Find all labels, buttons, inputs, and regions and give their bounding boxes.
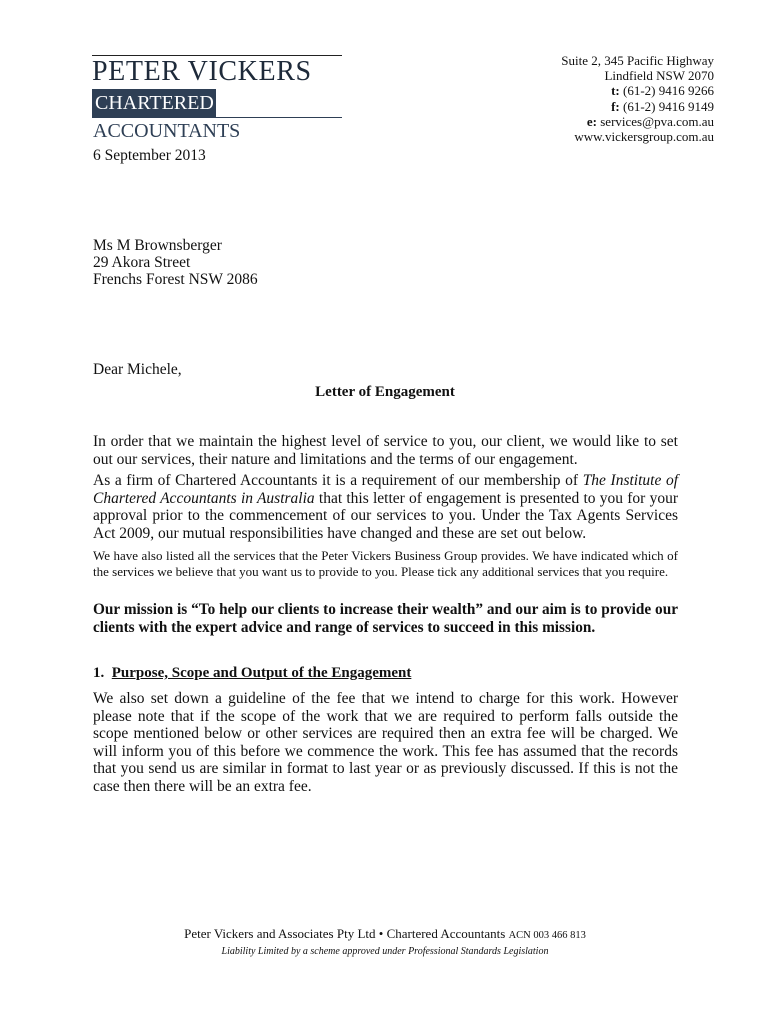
footer-company-line — [0, 926, 770, 942]
recipient-street: 29 Akora Street — [93, 254, 191, 271]
mission-statement: Our mission is “To help our clients to increase their wealth” and our aim is to provide our clients with the expert advice and range of services to succeed in this mission. — [93, 601, 678, 636]
recipient-city: Frenchs Forest NSW 2086 — [93, 271, 258, 288]
logo-tag-light: ACCOUNTANTS — [93, 120, 241, 142]
paragraph-services: We have also listed all the services that the Peter Vickers Business Group provides. We have indicated which of the services we believe that you want us to provide to you. Please tick any additional services that you require. — [93, 548, 678, 579]
section-1-heading — [93, 665, 411, 682]
salutation: Dear Michele, — [93, 361, 182, 378]
recipient-name: Ms M Brownsberger — [93, 237, 222, 254]
phone-line: t: (61-2) 9416 9266 — [611, 83, 714, 99]
letter-title: Letter of Engagement — [315, 384, 455, 400]
paragraph-membership: As a firm of Chartered Accountants it is a requirement of our membership of The Institute of Chartered Accountants in Australia that this letter of engagement is presented to you for your approval prior to the commencement of our services to you. Under the Tax Agents Services Act 2009, our mutual responsibilities have changed and these are set out below. — [93, 472, 678, 542]
paragraph-intro: In order that we maintain the highest level of service to you, our client, we would like to set out our services, their nature and limitations and the terms of our engagement. — [93, 433, 678, 468]
logo-firm-name: PETER VICKERS — [92, 56, 312, 87]
footer-liability: Liability Limited by a scheme approved under Professional Standards Legislation — [221, 946, 549, 957]
letter-date: 6 September 2013 — [93, 147, 206, 164]
logo-tagline — [92, 89, 342, 142]
logo-bottom-rule — [92, 117, 342, 118]
section-1-number: 1. — [93, 665, 105, 681]
logo-tag-dark: CHARTERED — [92, 89, 216, 117]
website-line: www.vickersgroup.com.au — [574, 129, 714, 145]
address-line-1: Suite 2, 345 Pacific Highway — [561, 53, 714, 68]
section-1-body: We also set down a guideline of the fee that we intend to charge for this work. However please note that if the scope of the work that we are required to perform falls outside the scope mentioned below or other services are required then an extra fee will be charged. We will inform you of this before we commence the work. This fee has assumed that the records that you send us are similar in format to last year or as previously discussed. If this is not the case then there will be an extra fee. — [93, 690, 678, 795]
section-1-title: Purpose, Scope and Output of the Engagement — [111, 665, 412, 681]
footer-acn: ACN 003 466 813 — [508, 930, 586, 941]
address-line-2: Lindfield NSW 2070 — [604, 68, 714, 84]
fax-line: f: (61-2) 9416 9149 — [611, 98, 714, 114]
footer-company: Peter Vickers and Associates Pty Ltd • Chartered Accountants — [184, 926, 506, 941]
firm-address-block — [561, 53, 714, 144]
email-line: e: services@pva.com.au — [586, 113, 714, 129]
